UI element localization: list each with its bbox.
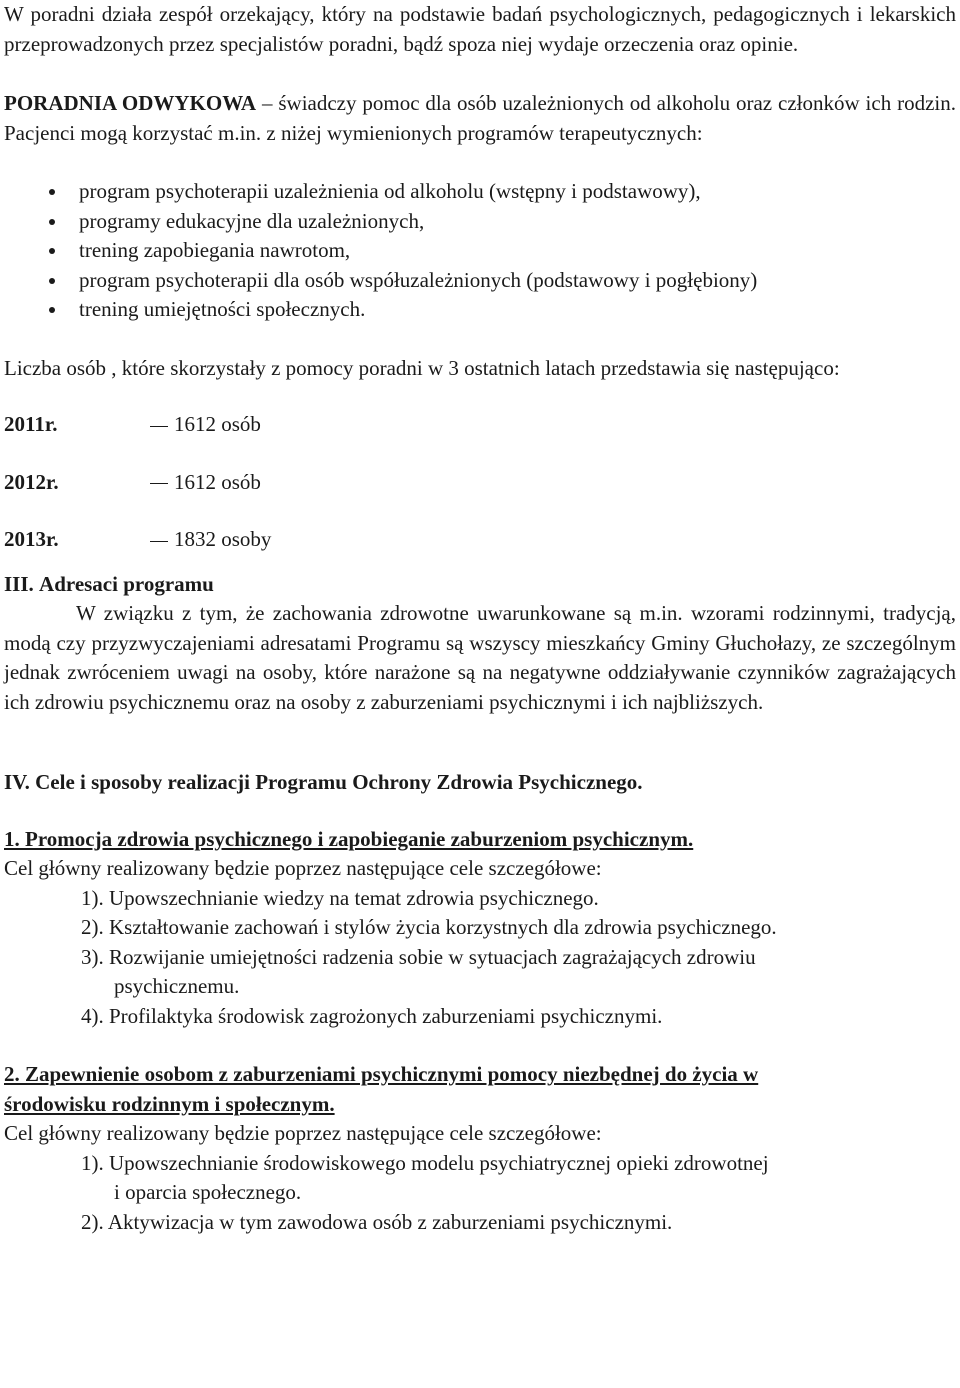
year-value: 1612 osób	[150, 410, 261, 440]
section-3-number: III.	[4, 571, 34, 596]
year-label: 2012r.	[4, 469, 59, 494]
goal-2-item-continuation: i oparcia społecznego.	[114, 1180, 302, 1204]
list-item: program psychoterapii uzależnienia od alkoholu (wstępny i podstawowy),	[4, 177, 956, 207]
paragraph-orzekajacy: W poradni działa zespół orzekający, który na podstawie badań psychologicznych, pedagogicznych i lekarskich przeprowadzonych przez specjalistów poradni, bądź spoza niej wydaje orzeczenia oraz opinie.	[4, 2, 956, 56]
years-list	[4, 410, 956, 555]
year-row	[4, 468, 956, 498]
poradnia-odwykowa-text: – świadczy pomoc dla osób uzależnionych od alkoholu oraz członków ich rodzin. Pacjenci mogą korzystać m.in. z niżej wymienionych programów terapeutycznych:	[4, 91, 956, 145]
goal-2-item: 1). Upowszechnianie środowiskowego modelu psychiatrycznej opieki zdrowotnej	[81, 1150, 769, 1175]
year-value: 1612 osób	[150, 468, 261, 498]
year-row	[4, 525, 956, 555]
list-item: program psychoterapii dla osób współuzależnionych (podstawowy i pogłębiony)	[4, 266, 956, 296]
list-item: programy edukacyjne dla uzależnionych,	[4, 207, 956, 237]
list-item: trening umiejętności społecznych.	[4, 295, 956, 325]
paragraph-liczba-osob: Liczba osób , które skorzystały z pomocy poradni w 3 ostatnich latach przedstawia się następująco:	[4, 355, 840, 380]
paragraph-poradnia-odwykowa	[4, 89, 956, 148]
goal-1-item: 3). Rozwijanie umiejętności radzenia sobie w sytuacjach zagrażających zdrowiu	[81, 944, 756, 969]
section-4-heading: IV. Cele i sposoby realizacji Programu Ochrony Zdrowia Psychicznego.	[4, 770, 643, 794]
goal-1-item-continuation: psychicznemu.	[114, 974, 240, 998]
goal-2-intro: Cel główny realizowany będzie poprzez następujące cele szczegółowe:	[4, 1121, 602, 1145]
section-3-heading	[4, 570, 956, 600]
goal-1-title: 1. Promocja zdrowia psychicznego i zapobieganie zaburzeniom psychicznym.	[4, 826, 694, 851]
section-3-title: Adresaci programu	[39, 571, 214, 596]
year-label: 2011r.	[4, 412, 58, 436]
year-row	[4, 410, 956, 440]
list-item: trening zapobiegania nawrotom,	[4, 236, 956, 266]
year-value: 1832 osoby	[150, 525, 271, 555]
program-list	[4, 177, 956, 325]
goal-2-title: 2. Zapewnienie osobom z zaburzeniami psychicznymi pomocy niezbędnej do życia w	[4, 1062, 759, 1086]
goal-1-item: 4). Profilaktyka środowisk zagrożonych zaburzeniami psychicznymi.	[81, 1003, 663, 1028]
goal-1-intro: Cel główny realizowany będzie poprzez następujące cele szczegółowe:	[4, 856, 602, 880]
document-page	[4, 0, 956, 1237]
goal-2-title-cont: środowisku rodzinnym i społecznym.	[4, 1091, 335, 1116]
year-label: 2013r.	[4, 527, 59, 551]
goal-1-item: 1). Upowszechnianie wiedzy na temat zdrowia psychicznego.	[81, 885, 599, 910]
goal-2-item: 2). Aktywizacja w tym zawodowa osób z zaburzeniami psychicznymi.	[81, 1209, 673, 1234]
goal-1-item: 2). Kształtowanie zachowań i stylów życia korzystnych dla zdrowia psychicznego.	[81, 915, 777, 939]
section-3-text: W związku z tym, że zachowania zdrowotne uwarunkowane są m.in. wzorami rodzinnymi, tradycją, modą czy przyzwyczajeniami adresatami Programu są wszyscy mieszkańcy Gminy Głuchołazy, ze szczególnym jednak zwróceniem uwagi na osoby, które narażone są na negatywne oddziaływanie czynników zagrażających ich zdrowiu psychicznemu oraz na osoby z zaburzeniami psychicznymi i ich najbliższych.	[4, 601, 956, 714]
poradnia-odwykowa-heading: PORADNIA ODWYKOWA	[4, 91, 257, 115]
